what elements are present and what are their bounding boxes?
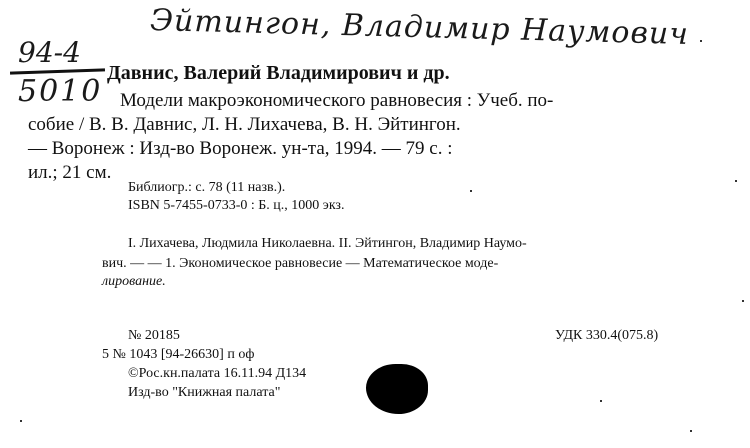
speck bbox=[742, 300, 744, 302]
udk-code: УДК 330.4(075.8) bbox=[555, 328, 659, 343]
author-heading: Давнис, Валерий Владимирович и др. bbox=[107, 62, 450, 84]
isbn-line: ISBN 5-7455-0733-0 : Б. ц., 1000 экз. bbox=[128, 198, 345, 213]
footer-chamber: ©Рос.кн.палата 16.11.94 Д134 bbox=[128, 366, 307, 381]
title-line-1: Модели макроэкономического равновесия : Учеб. по- bbox=[120, 90, 554, 111]
bibliography-note: Библиогр.: с. 78 (11 назв.). bbox=[128, 180, 286, 195]
ink-blot bbox=[366, 364, 428, 414]
footer-number: № 20185 bbox=[128, 328, 180, 343]
title-line-4: ил.; 21 см. bbox=[28, 162, 112, 183]
title-line-2: собие / В. В. Давнис, Л. Н. Лихачева, В. Н. Эйтингон. bbox=[28, 114, 461, 135]
handwritten-code-bottom: 5010 bbox=[18, 74, 103, 109]
speck bbox=[735, 180, 737, 182]
speck bbox=[600, 400, 602, 402]
footer-registration: 5 № 1043 [94-26630] п оф bbox=[102, 347, 255, 362]
tracing-line-1: I. Лихачева, Людмила Николаевна. II. Эйтингон, Владимир Наумо- bbox=[128, 236, 527, 251]
speck bbox=[470, 190, 472, 192]
tracing-line-2: вич. — — 1. Экономическое равновесие — Математическое моде- bbox=[102, 256, 499, 271]
handwritten-name: Эйтингон, Владимир Наумович bbox=[149, 2, 690, 53]
speck bbox=[700, 40, 702, 42]
footer-publisher: Изд-во "Книжная палата" bbox=[128, 385, 281, 400]
speck bbox=[690, 430, 692, 432]
title-line-3: — Воронеж : Изд-во Воронеж. ун-та, 1994. — 79 с. : bbox=[28, 138, 453, 159]
handwritten-code-top: 94-4 bbox=[18, 36, 81, 69]
speck bbox=[20, 420, 22, 422]
tracing-line-3: лирование. bbox=[102, 274, 166, 289]
